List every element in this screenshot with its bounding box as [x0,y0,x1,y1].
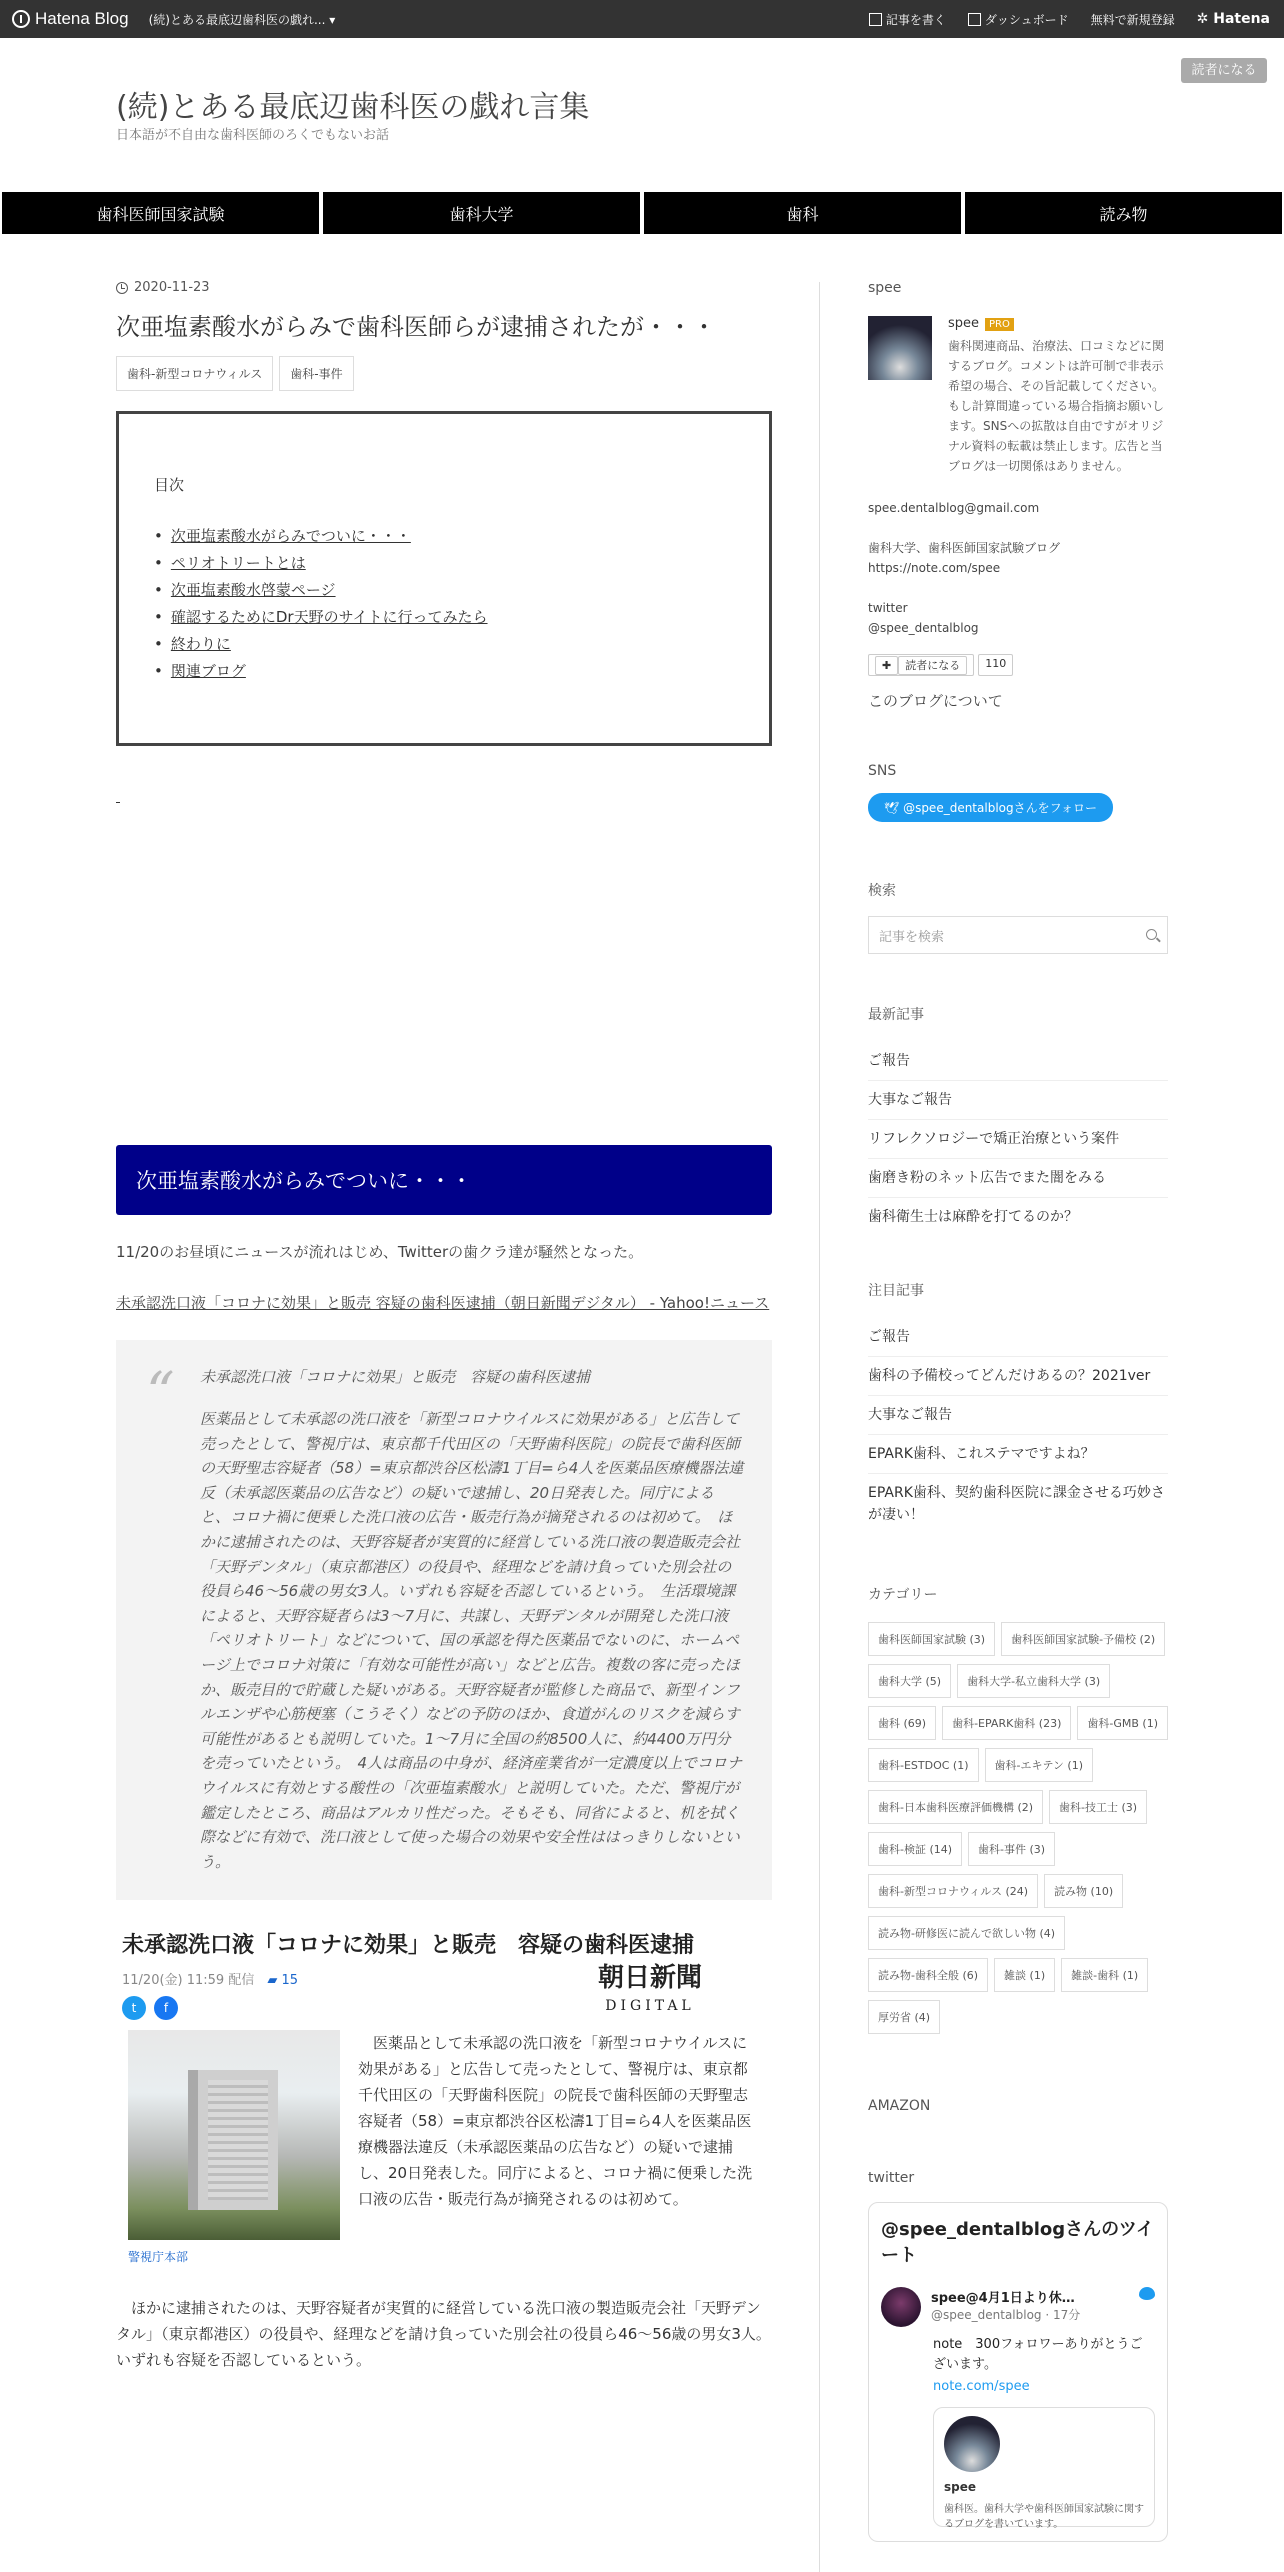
category-tag[interactable]: 歯科 (69) [868,1706,936,1740]
twitter-share-icon[interactable]: t [122,1996,146,2020]
news-link[interactable]: 未承認洗口液「コロナに効果」と販売 容疑の歯科医逮捕（朝日新聞デジタル） - Yahoo!ニュース [116,1294,770,1312]
toc-item[interactable]: • 次亜塩素酸水啓蒙ページ [154,577,739,604]
profile-name[interactable]: spee [948,316,980,331]
category-tag[interactable]: 歯科大学-私立歯科大学 (3) [957,1664,1110,1698]
category-tag[interactable]: 歯科-事件 (3) [968,1832,1055,1866]
toc-title: 目次 [154,476,185,494]
search-heading: 検索 [868,883,896,899]
news-date: 11/20(金) 11:59 配信 [122,1973,255,1989]
profile-email: spee.dentalblog@gmail.com [868,501,1040,515]
global-nav [0,192,1284,234]
news-text: ほかに逮捕されたのは、天野容疑者が実質的に経営している洗口液の製造販売会社「天野デンタル」（東京都港区）の役員や、経理などを請け負っていた別会社の役員ら46～56歳の男女3人。いずれも容疑を否認しているという。 [116,2299,771,2370]
featured-item[interactable]: 大事なご報告 [868,1396,1168,1435]
profile-description: 歯科関連商品、治療法、口コミなどに関するブログ。コメントは許可制で非表示希望の場合、その旨記載してください。もし計算間違っている場合指摘お願いします。SNSへの拡散は自由ですがオリジナル資料の転載は禁止します。広告と当ブログは一切関係はありません。 [948,339,1165,473]
entry-category-tag[interactable]: 歯科-事件 [279,356,353,391]
search-input[interactable] [868,916,1168,954]
blockquote [116,1340,772,1900]
twitter-timeline [868,2202,1168,2542]
news-title[interactable]: 未承認洗口液「コロナに効果」と販売 容疑の歯科医逮捕 [122,1933,695,1959]
blog-title[interactable]: (続)とある最底辺歯科医の戯れ言集 [116,90,590,125]
featured-item[interactable]: EPARK歯科、これステマですよね？ [868,1435,1168,1474]
amazon-heading: AMAZON [868,2098,931,2114]
toc-item[interactable]: • 終わりに [154,631,739,658]
category-tag[interactable]: 歯科大学 (5) [868,1664,951,1698]
featured-item[interactable]: ご報告 [868,1318,1168,1357]
timeline-title[interactable]: @spee_dentalblogさんのツイート [881,2219,1154,2266]
tweet-link[interactable]: note.com/spee [933,2379,1030,2394]
caret-down-icon: ▾ [329,12,336,27]
tweet-header [881,2287,1155,2327]
category-tag[interactable]: 歯科-新型コロナウィルス (24) [868,1874,1038,1908]
asahi-digital-logo [598,1964,702,2020]
section-heading: 次亜塩素酸水がらみでついに・・・ [116,1145,772,1215]
featured-item[interactable]: EPARK歯科、契約歯科医院に課金させる巧妙さが凄い！ [868,1485,1165,1523]
twitter-label: twitter [868,601,908,615]
recent-item[interactable]: リフレクソロジーで矯正治療という案件 [868,1120,1168,1159]
nav-item-reading[interactable]: 読み物 [963,192,1284,234]
hatena-blog-logo-text: Hatena Blog [35,9,129,28]
twitter-follow-button[interactable] [868,793,1113,822]
news-photo[interactable] [128,2030,340,2265]
toc-item[interactable]: • 次亜塩素酸水がらみでついに・・・ [154,523,739,550]
about-link[interactable]: このブログについて [868,692,1003,710]
category-tag[interactable]: 歯科医師国家試験-予備校 (2) [1001,1622,1165,1656]
entry-date-text: 2020-11-23 [134,280,210,295]
quote-mark-icon: “ [146,1361,175,1426]
reader-button[interactable] [868,654,974,676]
reader-button-label: 読者になる [898,656,967,675]
tweet-text: note 300フォロワーありがとうございます。 [933,2337,1143,2372]
tweet-author[interactable]: spee@4月1日より休… [931,2291,1075,2306]
tweet-avatar[interactable] [881,2287,921,2327]
clock-icon [116,282,128,294]
asahi-logo-main: 朝日新聞 [598,1963,703,1994]
blog-selector-label: (続)とある最底辺歯科医の戯れ... [148,12,326,27]
recent-item[interactable]: ご報告 [868,1042,1168,1081]
hatena-star-icon: ✲ [1196,11,1209,27]
recent-item[interactable]: 大事なご報告 [868,1081,1168,1120]
nav-item-national-exam[interactable]: 歯科医師国家試験 [0,192,321,234]
category-tag[interactable]: 歯科-日本歯科医療評価機構 (2) [868,1790,1043,1824]
note-url[interactable]: https://note.com/spee [868,561,1001,575]
news-text: 医薬品として未承認の洗口液を「新型コロナウイルスに効果がある」と広告して売ったとして、警視庁は、東京都千代田区の「天野歯科医院」の院長で歯科医師の天野聖志容疑者（58）=東京都渋谷区松濤1丁目=ら4人を医薬品医療機器法違反（未承認医薬品の広告など）の疑いで逮捕し、20日発表した。同庁によると、コロナ禍に便乗した洗口液の広告・販売行為が摘発されるのは初めて。 [358,2034,753,2209]
note-label: 歯科大学、歯科医師国家試験ブログ [868,541,1061,555]
twitter-handle: @spee_dentalblog [868,621,979,635]
entry-date[interactable] [116,280,772,295]
tweet-handle: @spee_dentalblog · 17分 [931,2308,1081,2322]
category-tag[interactable]: 歯科-技工士 (3) [1049,1790,1147,1824]
recent-list [868,1042,1168,1236]
search-placeholder: 記事を検索 [879,929,945,945]
dashboard-icon [968,13,981,26]
featured-list [868,1318,1168,1534]
hatena-menu[interactable] [1197,11,1270,27]
category-tag[interactable]: 雑談 (1) [994,1958,1055,1992]
toc-item[interactable]: • 関連ブログ [154,658,739,685]
subscribe-button[interactable]: 読者になる [1181,58,1267,83]
hatena-logo-icon [12,10,30,28]
blog-description: 日本語が不自由な歯科医師のろくでもないお話 [116,128,390,143]
category-tag[interactable]: 歯科-エキテン (1) [985,1748,1094,1782]
comment-count-value: 15 [281,1973,299,1989]
tweet-card[interactable] [933,2407,1155,2530]
category-tag[interactable]: 読み物-研修医に読んで欲しい物 (4) [868,1916,1065,1950]
nav-item-dentistry[interactable]: 歯科 [642,192,963,234]
sns-heading: SNS [868,763,897,779]
card-description: 歯科医。歯科大学や歯科医師国家試験に関するブログを書いています。 [944,2504,1144,2530]
quote-heading: 未承認洗口液「コロナに効果」と販売 容疑の歯科医逮捕 [200,1368,591,1386]
quote-body: 医薬品として未承認の洗口液を「新型コロナウイルスに効果がある」と広告して売ったとして、警視庁は、東京都千代田区の「天野歯科医院」の院長で歯科医師の天野聖志容疑者（58）=東京都渋谷区松濤1丁目=ら4人を医薬品医療機器法違反（未承認医薬品の広告など）の疑いで逮捕し、20日発表した。同庁によると、コロナ禍に便乗した洗口液の広告・販売行為が摘発されるのは初めて。 ほかに逮捕されたのは、天野容疑者が実質的に経営している洗口液の製造販売会社「天野デンタル」（東京都港区）の役員や、経理などを請け負っていた別会社の役員ら46～56歳の男女3人。いずれも容疑を否認しているという。 生活環境課によると、天野容疑者らは3～7月に、共謀し、天野デンタルが開発した洗口液「ペリオトリート」などについて、国の承認を得た医薬品でないのに、ホームページ上でコロナ対策に「有効な可能性が高い」などと広告。複数の客に売ったほか、販売目的で貯蔵した疑いがある。天野容疑者が監修した商品で、新型インフルエンザや心筋梗塞（こうそく）などの予防のほか、食道がんのリスクを減らす可能性があるとも説明していた。1～7月に全国の約8500人に、約4400万円分を売っていたという。 4人は商品の中身が、経済産業省が一定濃度以上でコロナウイルスに有効とする酸性の「次亜塩素酸水」と説明していた。ただ、警視庁が鑑定したところ、商品はアルカリ性だった。そもそも、同省によると、机を拭く際などに有効で、洗口液として使った場合の効果や安全性ははっきりしないという。 [200,1410,744,1871]
asahi-logo-sub: DIGITAL [605,1998,695,2015]
featured-heading: 注目記事 [868,1283,924,1299]
profile-heading: spee [868,280,902,296]
nav-item-dental-university[interactable]: 歯科大学 [321,192,642,234]
category-tag[interactable]: 歯科-EPARK歯科 (23) [942,1706,1071,1740]
twitter-bird-icon: 🕊 [884,801,900,815]
twitter-bird-icon [1139,2287,1155,2300]
category-tag[interactable]: 歯科-GMB (1) [1077,1706,1168,1740]
toc-item[interactable]: • 確認するためにDr天野のサイトに行ってみたら [154,604,739,631]
entry-category-tag[interactable]: 歯科-新型コロナウィルス [116,356,273,391]
sidebar [868,280,1168,2542]
edit-icon [869,13,882,26]
card-name: spee [944,2480,977,2494]
dashboard-button[interactable] [968,11,1069,28]
table-of-contents [116,411,772,746]
signup-link[interactable]: 無料で新規登録 [1090,12,1175,27]
twitter-heading: twitter [868,2170,915,2186]
ad-link[interactable] [116,802,120,803]
hatena-blog-logo[interactable] [12,9,129,29]
news-embed [116,1928,772,2373]
category-tag[interactable]: 歯科医師国家試験 (3) [868,1622,995,1656]
reader-count[interactable]: 110 [978,654,1013,676]
hatena-topbar [0,0,1284,38]
pro-badge: PRO [985,318,1014,331]
category-tag[interactable]: 読み物-歯科全般 (6) [868,1958,988,1992]
police-hq-photo [128,2030,340,2240]
facebook-share-icon[interactable]: f [154,1996,178,2020]
recent-heading: 最新記事 [868,1007,924,1023]
category-heading: カテゴリー [868,1587,938,1603]
category-tag[interactable]: 読み物 (10) [1044,1874,1123,1908]
blog-selector[interactable] [149,11,336,28]
category-tag[interactable]: 雑談-歯科 (1) [1061,1958,1148,1992]
search-icon[interactable] [1146,929,1157,940]
hatena-label: Hatena [1213,11,1270,27]
paragraph: 11/20のお昼頃にニュースが流れはじめ、Twitterの歯クラ達が騒然となった。 [116,1243,644,1261]
entry-categories [116,356,772,391]
featured-item[interactable]: 歯科の予備校ってどんだけあるの？2021ver [868,1357,1168,1396]
twitter-follow-label: @spee_dentalblogさんをフォロー [903,801,1098,815]
category-tag[interactable]: 歯科-ESTDOC (1) [868,1748,979,1782]
recent-item[interactable]: 歯科衛生士は麻酔を打てるのか？ [868,1209,1078,1225]
category-tag[interactable]: 歯科-検証 (14) [868,1832,962,1866]
toc-item[interactable]: • ペリオトリートとは [154,550,739,577]
article [116,280,772,2373]
dashboard-label: ダッシュボード [984,12,1069,27]
write-entry-label: 記事を書く [885,12,946,27]
category-list [868,1622,1168,2034]
column-divider [819,282,820,2572]
avatar[interactable] [868,316,932,380]
recent-item[interactable]: 歯磨き粉のネット広告でまた闇をみる [868,1159,1168,1198]
entry-title[interactable]: 次亜塩素酸水がらみで歯科医師らが逮捕されたが・・・ [116,313,716,341]
category-tag[interactable]: 厚労省 (4) [868,2000,940,2034]
plus-icon: ✚ [875,656,898,675]
card-avatar [944,2416,1000,2472]
write-entry-button[interactable] [869,11,946,28]
comment-count[interactable]: ▰ 15 [267,1973,299,1989]
photo-caption: 警視庁本部 [128,2250,189,2265]
